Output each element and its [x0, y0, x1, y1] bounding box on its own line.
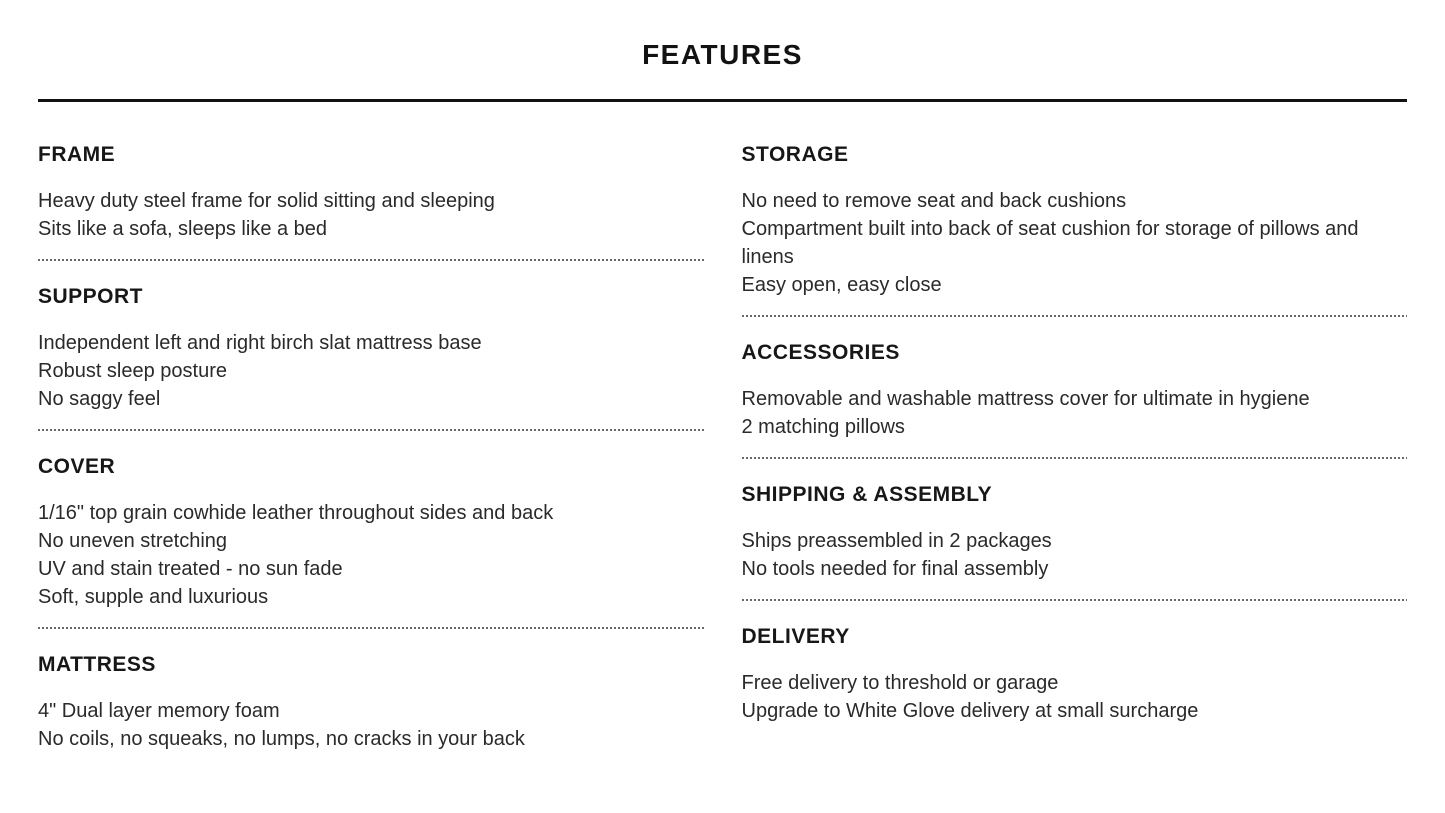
dotted-separator	[742, 315, 1408, 317]
feature-section	[38, 141, 704, 243]
feature-line: Sits like a sofa, sleeps like a bed	[38, 218, 328, 240]
dotted-separator	[38, 429, 704, 431]
page-header	[38, 0, 1407, 102]
feature-line: 1/16" top grain cowhide leather throughout sides and back	[38, 502, 554, 524]
features-column-right	[742, 141, 1408, 753]
feature-line: No saggy feel	[38, 388, 161, 410]
section-heading-cover: COVER	[38, 455, 116, 478]
section-heading-accessories: ACCESSORIES	[741, 341, 900, 364]
feature-section	[742, 141, 1408, 299]
section-body	[742, 187, 1408, 299]
feature-line: Robust sleep posture	[38, 360, 228, 382]
feature-section	[38, 453, 704, 611]
feature-line: 2 matching pillows	[741, 416, 905, 438]
feature-line: Soft, supple and luxurious	[38, 586, 269, 608]
section-body	[742, 527, 1408, 583]
feature-line: Heavy duty steel frame for solid sitting and sleeping	[38, 190, 495, 212]
section-heading-mattress: MATTRESS	[38, 653, 156, 676]
feature-line: Ships preassembled in 2 packages	[741, 530, 1052, 552]
feature-line: No tools needed for final assembly	[741, 558, 1049, 580]
feature-line: No coils, no squeaks, no lumps, no cracks in your back	[38, 728, 525, 750]
section-heading-frame: FRAME	[38, 143, 116, 166]
section-heading-shipping-assembly: SHIPPING & ASSEMBLY	[741, 483, 993, 506]
title-rule	[38, 99, 1407, 102]
feature-line: Free delivery to threshold or garage	[741, 672, 1059, 694]
feature-line: No need to remove seat and back cushions	[741, 190, 1127, 212]
section-heading-storage: STORAGE	[741, 143, 849, 166]
dotted-separator	[742, 457, 1408, 459]
feature-line: Removable and washable mattress cover for ultimate in hygiene	[741, 388, 1310, 410]
feature-section	[742, 623, 1408, 725]
dotted-separator	[38, 627, 704, 629]
section-heading-support: SUPPORT	[38, 285, 144, 308]
dotted-separator	[38, 259, 704, 261]
feature-line: No uneven stretching	[38, 530, 228, 552]
dotted-separator	[742, 599, 1408, 601]
section-body	[742, 385, 1408, 441]
feature-line: Independent left and right birch slat mattress base	[38, 332, 482, 354]
features-column-left	[38, 141, 704, 753]
section-heading-delivery: DELIVERY	[741, 625, 850, 648]
feature-line: Compartment built into back of seat cushion for storage of pillows and linens	[741, 218, 1359, 268]
feature-line: Easy open, easy close	[741, 274, 942, 296]
feature-line: UV and stain treated - no sun fade	[38, 558, 343, 580]
features-columns	[38, 141, 1407, 753]
section-body	[38, 697, 704, 753]
feature-section	[742, 339, 1408, 441]
feature-line: 4" Dual layer memory foam	[38, 700, 280, 722]
feature-section	[38, 283, 704, 413]
section-body	[38, 187, 704, 243]
feature-line: Upgrade to White Glove delivery at small surcharge	[741, 700, 1199, 722]
section-body	[742, 669, 1408, 725]
section-body	[38, 499, 704, 611]
feature-section	[742, 481, 1408, 583]
page-title: FEATURES	[642, 39, 803, 70]
section-body	[38, 329, 704, 413]
feature-section	[38, 651, 704, 753]
